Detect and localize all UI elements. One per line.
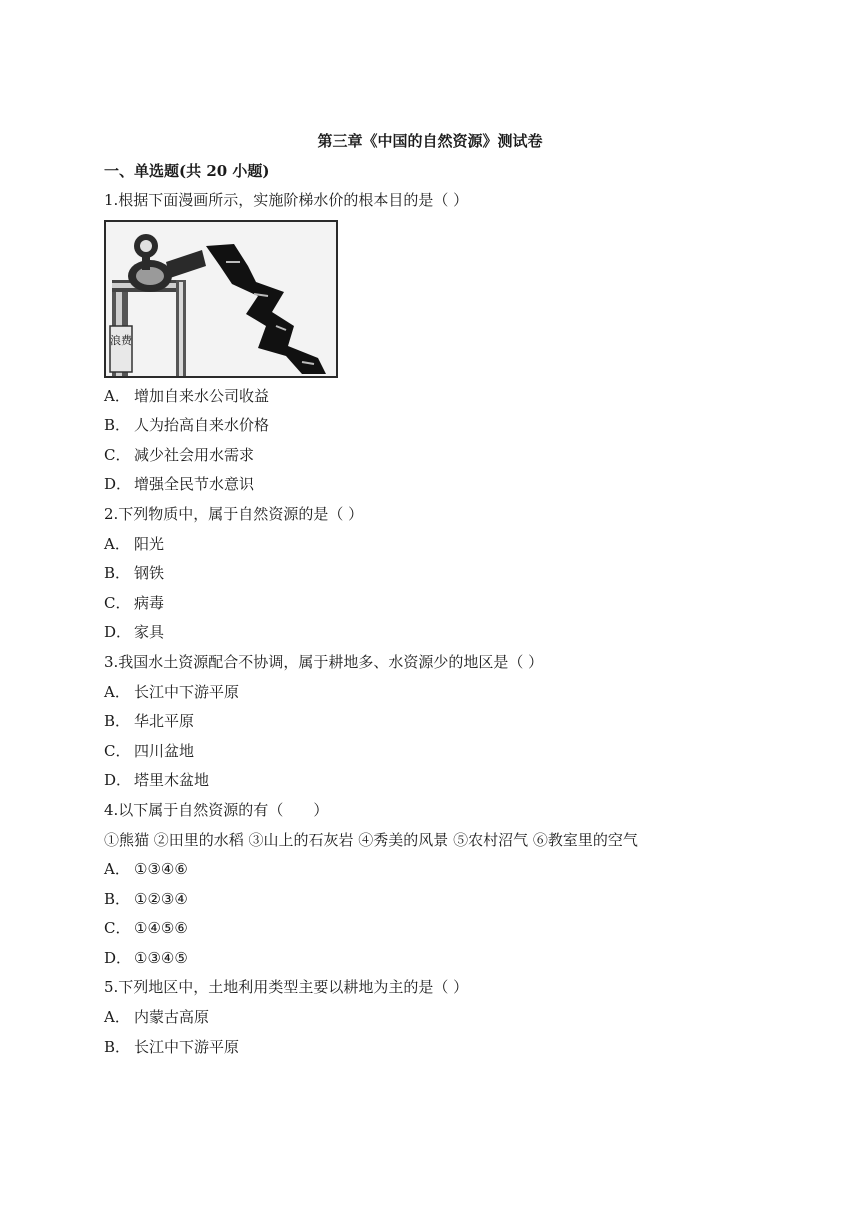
option-letter: A． [104,682,130,701]
question-4 [104,796,804,974]
option-text: 阳光 [134,534,165,553]
option-b [104,411,804,441]
question-5 [104,973,804,1062]
question-stem: 2.下列物质中，属于自然资源的是（ ） [104,504,364,523]
option-letter: A． [104,386,130,405]
question-stem: 4.以下属于自然资源的有（ ） [104,800,329,819]
page-title: 第三章《中国的自然资源》测试卷 [317,132,543,150]
option-letter: D． [104,475,132,494]
option-a [104,678,804,708]
question-3 [104,648,804,796]
option-a [104,1003,804,1033]
option-d [104,618,804,648]
cartoon-label-char-1: 浪费 [110,333,132,347]
option-b [104,885,804,915]
option-text: 病毒 [134,593,165,612]
option-a [104,530,804,560]
water-price-cartoon [104,220,338,378]
question-list [104,186,804,1062]
option-letter: A． [104,1008,130,1027]
option-text: 增强全民节水意识 [134,475,255,494]
cartoon-drawing [106,222,336,376]
option-letter: A． [104,534,130,553]
option-c [104,589,804,619]
option-letter: D． [104,771,132,790]
option-b [104,1033,804,1063]
option-b [104,707,804,737]
option-letter: C． [104,445,131,464]
option-letter: C． [104,919,131,938]
option-letter: A． [104,860,130,879]
option-text: 长江中下游平原 [134,682,240,701]
option-a [104,382,804,412]
question-1 [104,186,804,500]
option-text: ①③④⑤ [134,948,188,967]
option-c [104,441,804,471]
question-stem: 1.根据下面漫画所示，实施阶梯水价的根本目的是（ ） [104,191,469,209]
option-letter: C． [104,593,131,612]
option-text: 华北平原 [134,712,195,731]
option-text: 增加自来水公司收益 [134,386,270,405]
option-text: ①③④⑥ [134,860,188,879]
option-d [104,470,804,500]
question-stem: 3.我国水土资源配合不协调，属于耕地多、水资源少的地区是（ ） [104,652,544,671]
option-text: 人为抬高自来水价格 [134,416,270,435]
option-letter: D． [104,948,132,967]
option-d [104,766,804,796]
option-text: 减少社会用水需求 [134,445,255,464]
option-text: 塔里木盆地 [134,771,210,790]
option-text: 钢铁 [134,564,165,583]
option-c [104,914,804,944]
option-letter: B． [104,1037,131,1056]
option-text: 长江中下游平原 [134,1037,240,1056]
question-stem: 5.下列地区中，土地利用类型主要以耕地为主的是（ ） [104,978,469,997]
option-letter: B． [104,416,131,435]
option-c [104,737,804,767]
option-letter: B． [104,564,131,583]
question-2 [104,500,804,648]
option-letter: B． [104,889,131,908]
question-items: ①熊猫 ②田里的水稻 ③山上的石灰岩 ④秀美的风景 ⑤农村沼气 ⑥教室里的空气 [104,830,638,849]
option-text: 四川盆地 [134,741,195,760]
option-letter: B． [104,712,131,731]
option-d [104,944,804,974]
option-letter: D． [104,623,132,642]
option-letter: C． [104,741,131,760]
option-text: ①②③④ [134,889,188,908]
section-heading: 一、单选题(共 20 小题) [104,162,270,180]
option-text: ①④⑤⑥ [134,919,188,938]
option-a [104,855,804,885]
option-text: 内蒙古高原 [134,1008,210,1027]
option-text: 家具 [134,623,165,642]
option-b [104,559,804,589]
